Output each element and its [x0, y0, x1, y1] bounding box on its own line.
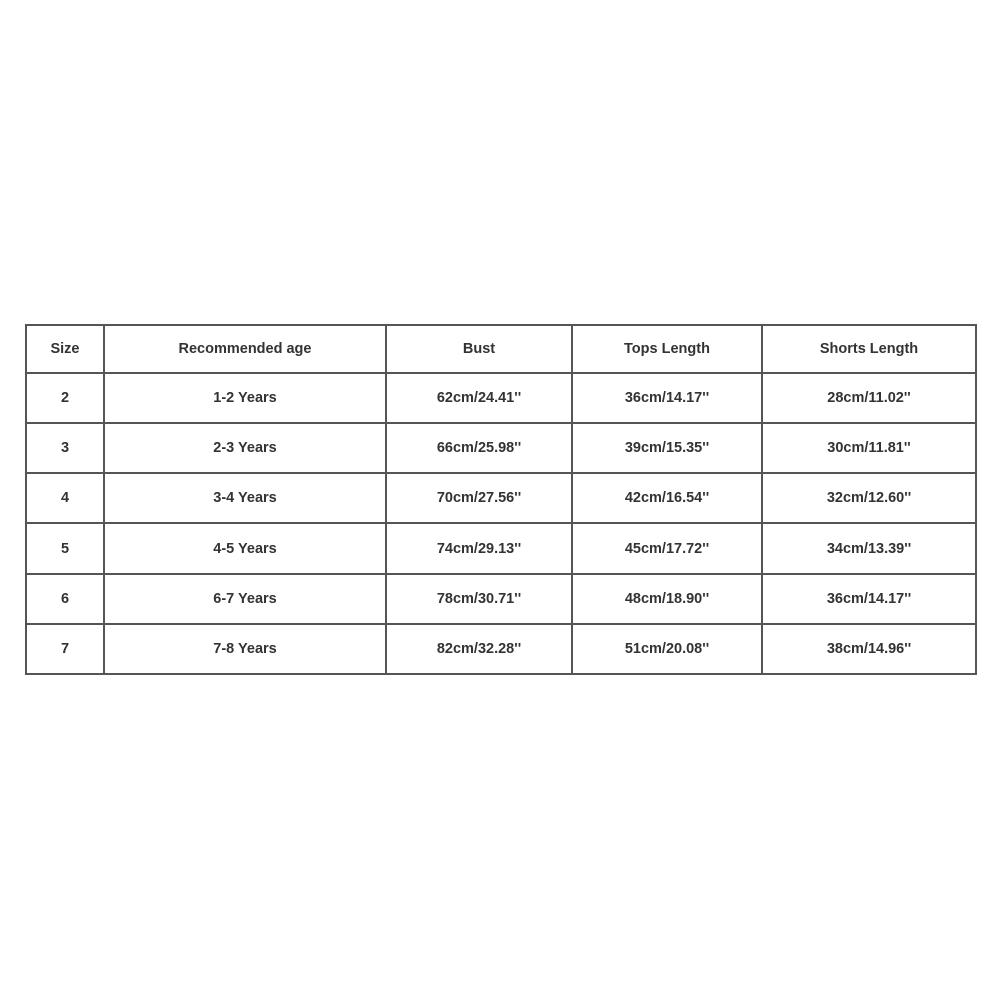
cell-shorts-length: 36cm/14.17'': [762, 574, 976, 624]
cell-size: 2: [26, 373, 104, 423]
cell-size: 7: [26, 624, 104, 674]
cell-bust: 70cm/27.56'': [386, 473, 572, 523]
cell-size: 6: [26, 574, 104, 624]
cell-size: 4: [26, 473, 104, 523]
table-row: [26, 473, 976, 523]
cell-shorts-length: 32cm/12.60'': [762, 473, 976, 523]
table-row: [26, 373, 976, 423]
cell-bust: 62cm/24.41'': [386, 373, 572, 423]
cell-tops-length: 36cm/14.17'': [572, 373, 762, 423]
table-row: [26, 523, 976, 573]
cell-shorts-length: 30cm/11.81'': [762, 423, 976, 473]
cell-tops-length: 48cm/18.90'': [572, 574, 762, 624]
table-row: [26, 423, 976, 473]
header-bust: Bust: [386, 325, 572, 373]
cell-shorts-length: 28cm/11.02'': [762, 373, 976, 423]
table-row: [26, 574, 976, 624]
cell-bust: 66cm/25.98'': [386, 423, 572, 473]
cell-tops-length: 42cm/16.54'': [572, 473, 762, 523]
cell-recommended-age: 6-7 Years: [104, 574, 386, 624]
cell-recommended-age: 4-5 Years: [104, 523, 386, 573]
cell-bust: 78cm/30.71'': [386, 574, 572, 624]
cell-tops-length: 39cm/15.35'': [572, 423, 762, 473]
cell-size: 5: [26, 523, 104, 573]
cell-bust: 74cm/29.13'': [386, 523, 572, 573]
cell-recommended-age: 3-4 Years: [104, 473, 386, 523]
cell-recommended-age: 7-8 Years: [104, 624, 386, 674]
cell-tops-length: 51cm/20.08'': [572, 624, 762, 674]
header-shorts-length: Shorts Length: [762, 325, 976, 373]
cell-tops-length: 45cm/17.72'': [572, 523, 762, 573]
header-recommended-age: Recommended age: [104, 325, 386, 373]
header-tops-length: Tops Length: [572, 325, 762, 373]
table-row: [26, 624, 976, 674]
header-size: Size: [26, 325, 104, 373]
cell-shorts-length: 38cm/14.96'': [762, 624, 976, 674]
cell-size: 3: [26, 423, 104, 473]
cell-shorts-length: 34cm/13.39'': [762, 523, 976, 573]
cell-bust: 82cm/32.28'': [386, 624, 572, 674]
size-chart-table: [25, 324, 977, 675]
cell-recommended-age: 2-3 Years: [104, 423, 386, 473]
cell-recommended-age: 1-2 Years: [104, 373, 386, 423]
table-header-row: [26, 325, 976, 373]
